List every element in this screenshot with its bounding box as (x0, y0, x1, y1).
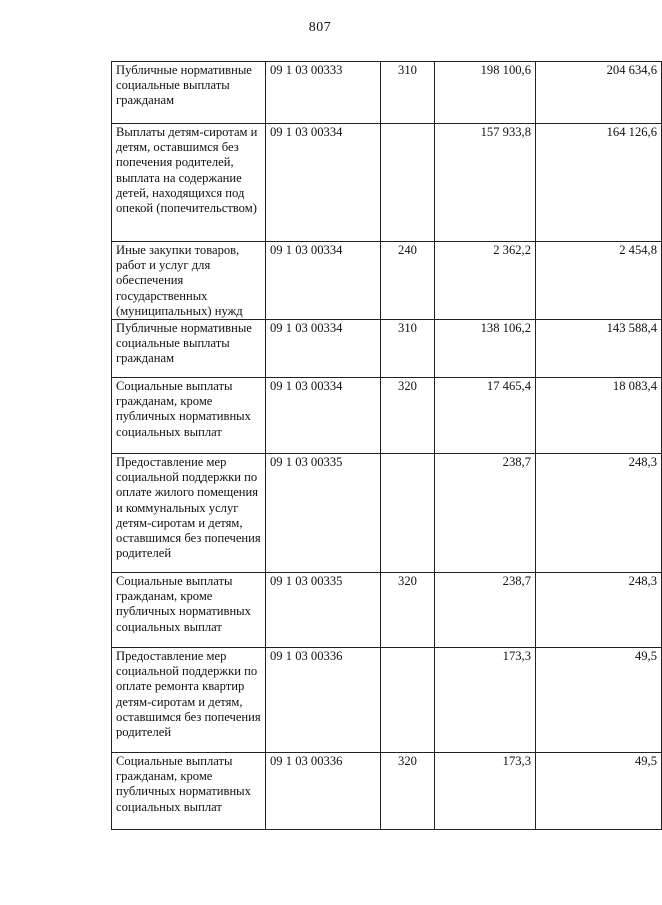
row-code-cell: 09 1 03 00335 (266, 454, 381, 573)
row-name-cell: Публичные нормативные социальные выплаты гражданам (112, 320, 266, 378)
row-expense-type-cell: 310 (381, 320, 435, 378)
table-row (112, 242, 662, 320)
row-code-cell: 09 1 03 00333 (266, 62, 381, 124)
table-row (112, 320, 662, 378)
row-name-cell: Социальные выплаты гражданам, кроме публичных нормативных социальных выплат (112, 753, 266, 830)
row-amount-2-cell: 164 126,6 (536, 124, 662, 242)
row-code-cell: 09 1 03 00334 (266, 124, 381, 242)
table-row (112, 124, 662, 242)
row-amount-1-cell: 238,7 (435, 454, 536, 573)
row-code-cell: 09 1 03 00334 (266, 242, 381, 320)
budget-table (111, 61, 662, 830)
row-amount-2-cell: 49,5 (536, 648, 662, 753)
row-name-cell: Социальные выплаты гражданам, кроме публичных нормативных социальных выплат (112, 573, 266, 648)
row-amount-1-cell: 157 933,8 (435, 124, 536, 242)
row-name-cell: Иные закупки товаров, работ и услуг для обеспечения государственных (муниципальных) нужд (112, 242, 266, 320)
table-row (112, 454, 662, 573)
row-code-cell: 09 1 03 00336 (266, 753, 381, 830)
row-code-cell: 09 1 03 00334 (266, 378, 381, 454)
row-expense-type-cell (381, 124, 435, 242)
row-expense-type-cell (381, 648, 435, 753)
page-number: 807 (308, 20, 332, 35)
row-amount-2-cell: 18 083,4 (536, 378, 662, 454)
row-amount-2-cell: 248,3 (536, 454, 662, 573)
row-amount-2-cell: 204 634,6 (536, 62, 662, 124)
row-code-cell: 09 1 03 00335 (266, 573, 381, 648)
row-amount-2-cell: 143 588,4 (536, 320, 662, 378)
table-row (112, 378, 662, 454)
row-amount-2-cell: 2 454,8 (536, 242, 662, 320)
row-expense-type-cell: 320 (381, 753, 435, 830)
row-amount-1-cell: 17 465,4 (435, 378, 536, 454)
row-name-cell: Публичные нормативные социальные выплаты гражданам (112, 62, 266, 124)
row-name-cell: Социальные выплаты гражданам, кроме публичных нормативных социальных выплат (112, 378, 266, 454)
row-amount-1-cell: 198 100,6 (435, 62, 536, 124)
table-row (112, 62, 662, 124)
row-amount-2-cell: 49,5 (536, 753, 662, 830)
row-amount-1-cell: 173,3 (435, 753, 536, 830)
budget-table-body (112, 62, 662, 830)
row-expense-type-cell: 310 (381, 62, 435, 124)
row-code-cell: 09 1 03 00334 (266, 320, 381, 378)
row-name-cell: Предоставление мер социальной поддержки по оплате ремонта квартир детям-сиротам и детям, оставшимся без попечения родителей (112, 648, 266, 753)
row-name-cell: Выплаты детям-сиротам и детям, оставшимся без попечения родителей, выплата на содержание детей, находящихся под опекой (попечительством) (112, 124, 266, 242)
table-row (112, 753, 662, 830)
row-expense-type-cell: 240 (381, 242, 435, 320)
row-amount-1-cell: 138 106,2 (435, 320, 536, 378)
row-name-cell: Предоставление мер социальной поддержки по оплате жилого помещения и коммунальных услуг детям-сиротам и детям, оставшимся без попечения родителей (112, 454, 266, 573)
row-code-cell: 09 1 03 00336 (266, 648, 381, 753)
row-expense-type-cell: 320 (381, 573, 435, 648)
row-expense-type-cell (381, 454, 435, 573)
table-row (112, 648, 662, 753)
table-row (112, 573, 662, 648)
row-amount-1-cell: 173,3 (435, 648, 536, 753)
row-expense-type-cell: 320 (381, 378, 435, 454)
row-amount-1-cell: 238,7 (435, 573, 536, 648)
row-amount-2-cell: 248,3 (536, 573, 662, 648)
row-amount-1-cell: 2 362,2 (435, 242, 536, 320)
